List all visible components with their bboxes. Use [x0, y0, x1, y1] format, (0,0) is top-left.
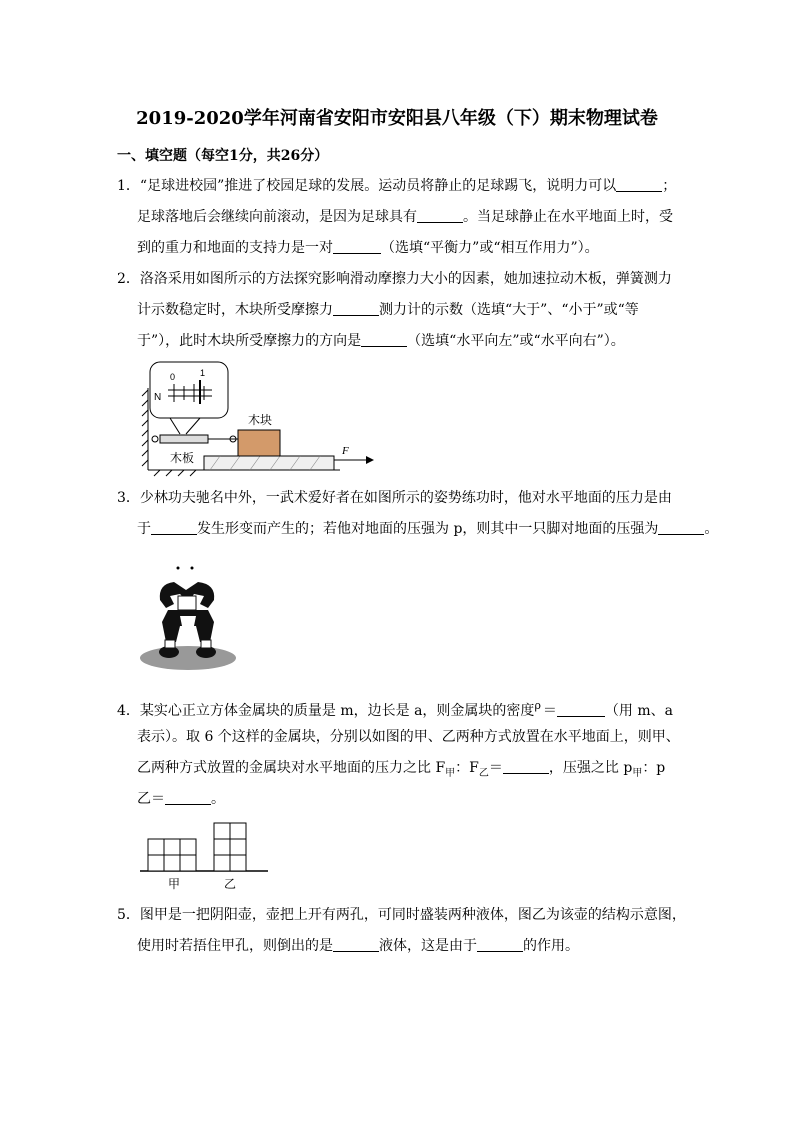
q3-text: 发生形变而产生的；若他对地面的压强为 p，则其中一只脚对地面的压强为 [197, 521, 659, 537]
label-yi: 乙 [224, 877, 237, 891]
q1-text: 到的重力和地面的支持力是一对 [137, 240, 333, 256]
q4-text: ：F [455, 760, 479, 776]
cube-arrangement-figure [140, 818, 270, 894]
q2-text: （选填“水平向左”或“水平向右”）。 [407, 333, 625, 349]
subscript-jia: 甲 [445, 767, 456, 779]
q1-text: 1．“足球进校园”推进了校园足球的发展。运动员将静止的足球踢飞，说明力可以 [117, 178, 617, 194]
scale-tick-1: 1 [200, 368, 206, 378]
force-label: F [342, 445, 349, 457]
spring-scale [152, 435, 238, 443]
answer-blank[interactable] [417, 208, 463, 223]
density-symbol: ρ [534, 699, 541, 712]
friction-apparatus-figure [140, 360, 380, 480]
q4-text: ：p [642, 760, 666, 776]
q5-text: 液体，这是由于 [379, 938, 477, 954]
q2-line-3 [137, 331, 625, 351]
q2-line-1 [117, 269, 672, 289]
q2-text: 于”），此时木块所受摩擦力的方向是 [137, 333, 362, 349]
answer-blank[interactable] [151, 520, 197, 535]
kungfu-stance-figure [138, 560, 238, 675]
q5-text: 使用时若捂住甲孔，则倒出的是 [137, 938, 333, 954]
wall-hatching [142, 388, 148, 470]
q4-line-2 [137, 727, 680, 747]
q2-text: 2．洛洛采用如图所示的方法探究影响滑动摩擦力大小的因素，她加速拉动木板，弹簧测力 [117, 271, 672, 287]
q2-text: 计示数稳定时，木块所受摩擦力 [137, 302, 333, 318]
block-label: 木块 [248, 413, 273, 427]
q4-text: 。 [211, 791, 225, 807]
answer-blank[interactable] [557, 702, 605, 717]
q3-line-2 [137, 519, 718, 539]
q4-text: ＝ [542, 703, 557, 719]
wooden-block [238, 430, 280, 456]
q1-line-1 [117, 176, 676, 196]
q3-text: 于 [137, 521, 151, 537]
q1-text: （选填“平衡力”或“相互作用力”）。 [381, 240, 599, 256]
q3-text: 。 [704, 521, 719, 537]
q1-line-2 [137, 207, 673, 227]
q5-line-1 [117, 905, 686, 925]
section-heading: 一、填空题（每空1分，共26分） [117, 148, 329, 164]
ground-hatching [148, 470, 340, 476]
q3-text: 3．少林功夫驰名中外，一武术爱好者在如图所示的姿势练功时，他对水平地面的压力是由 [117, 490, 672, 506]
q4-line-3 [137, 758, 665, 784]
page-title: 2019-2020学年河南省安阳市安阳县八年级（下）期末物理试卷 [136, 108, 658, 129]
answer-blank[interactable] [333, 301, 379, 316]
q4-text: （用 m、a [604, 703, 673, 719]
scale-tick-0: 0 [170, 372, 176, 382]
q5-text: 的作用。 [523, 938, 579, 954]
answer-blank[interactable] [361, 332, 407, 347]
scale-callout [150, 362, 228, 434]
answer-blank[interactable] [658, 520, 704, 535]
q4-text: ，压强之比 p [548, 760, 633, 776]
q4-text: 乙两种方式放置的金属块对水平地面的压力之比 F [137, 760, 446, 776]
q1-line-3 [137, 238, 599, 258]
q3-line-1 [117, 488, 672, 508]
q1-text: ； [662, 178, 677, 194]
q2-text: 测力计的示数（选填“大于”、“小于”或“等 [379, 302, 639, 318]
q5-line-2 [137, 936, 579, 956]
q4-line-4 [137, 789, 225, 809]
arrangement-yi [214, 823, 246, 871]
q5-text: 5．图甲是一把阴阳壶，壶把上开有两孔，可同时盛装两种液体，图乙为该壶的结构示意图， [117, 907, 686, 923]
answer-blank[interactable] [503, 759, 549, 774]
q1-text: 足球落地后会继续向前滚动，是因为足球具有 [137, 209, 417, 225]
q4-text: 表示）。取 6 个这样的金属块，分别以如图的甲、乙两种方式放置在水平地面上，则甲、 [137, 729, 680, 745]
arrangement-jia [148, 839, 196, 871]
answer-blank[interactable] [477, 937, 523, 952]
q4-text: ＝ [488, 760, 503, 776]
answer-blank[interactable] [333, 937, 379, 952]
answer-blank[interactable] [165, 790, 211, 805]
q4-text: 4．某实心正立方体金属块的质量是 m，边长是 a，则金属块的密度 [117, 703, 535, 719]
q4-text: ＝ [151, 791, 165, 807]
subscript-yi: 乙 [478, 767, 489, 779]
label-jia: 甲 [168, 877, 181, 891]
answer-blank[interactable] [616, 177, 662, 192]
wooden-board [204, 456, 334, 470]
answer-blank[interactable] [333, 239, 381, 254]
subscript-jia: 甲 [632, 767, 643, 779]
q2-line-2 [137, 300, 639, 320]
q4-line-1 [117, 696, 673, 721]
q1-text: 。当足球静止在水平地面上时，受 [463, 209, 673, 225]
board-label: 木板 [170, 451, 195, 465]
scale-unit: N [154, 392, 162, 403]
q4-text: 乙 [137, 791, 151, 807]
force-arrow [334, 456, 374, 464]
